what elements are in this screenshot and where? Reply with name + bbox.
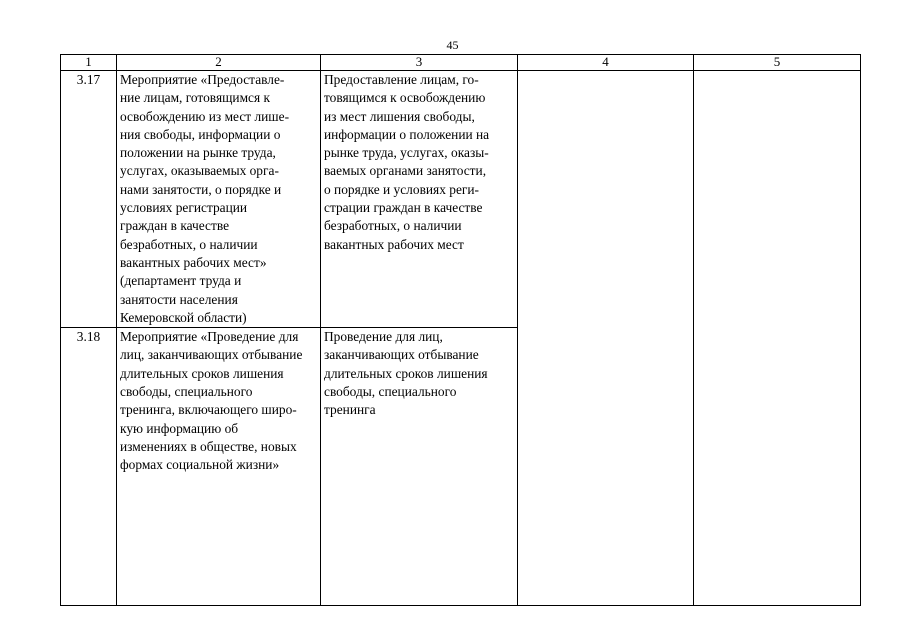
event-content-cell bbox=[321, 71, 518, 328]
header-cell-3: 3 bbox=[321, 55, 518, 71]
document-table bbox=[60, 54, 861, 606]
event-content-text: Проведение для лиц, заканчивающих отбывание длительных сроков лишения свободы, специального тренинга bbox=[324, 329, 488, 418]
event-content-cell bbox=[321, 328, 518, 606]
column-4-cell bbox=[518, 71, 694, 606]
page-number: 45 bbox=[446, 38, 459, 52]
row-number-cell: 3.18 bbox=[61, 328, 117, 606]
event-description-cell bbox=[117, 328, 321, 606]
header-cell-5: 5 bbox=[694, 55, 861, 71]
header-cell-2: 2 bbox=[117, 55, 321, 71]
column-5-cell bbox=[694, 71, 861, 606]
table-header-row bbox=[61, 55, 861, 71]
event-description-cell bbox=[117, 71, 321, 328]
event-description-text: Мероприятие «Проведение для лиц, заканчивающих отбывание длительных сроков лишения свободы, специального тренинга, включающего широ- кую информацию об изменениях в обществе, новых формах социальной жизни» bbox=[120, 329, 303, 473]
row-number-cell: 3.17 bbox=[61, 71, 117, 328]
event-description-text: Мероприятие «Предоставле- ние лицам, готовящимся к освобождению из мест лише- ния свободы, информации о положении на рынке труда, услугах, оказываемых орга- нами занятости, о порядке и условиях регистрации граждан в качестве безработных, о наличии вакантных рабочих мест» (департамент труда и занятости населения Кемеровской области) bbox=[120, 72, 290, 325]
event-content-text: Предоставление лицам, го- товящимся к освобождению из мест лишения свободы, информации о положении на рынке труда, услугах, оказы- ваемых органами занятости, о порядке и условиях реги- страции граждан в качестве безработных, о наличии вакантных рабочих мест bbox=[324, 72, 490, 252]
header-cell-4: 4 bbox=[518, 55, 694, 71]
table-row bbox=[61, 71, 861, 328]
header-cell-1: 1 bbox=[61, 55, 117, 71]
